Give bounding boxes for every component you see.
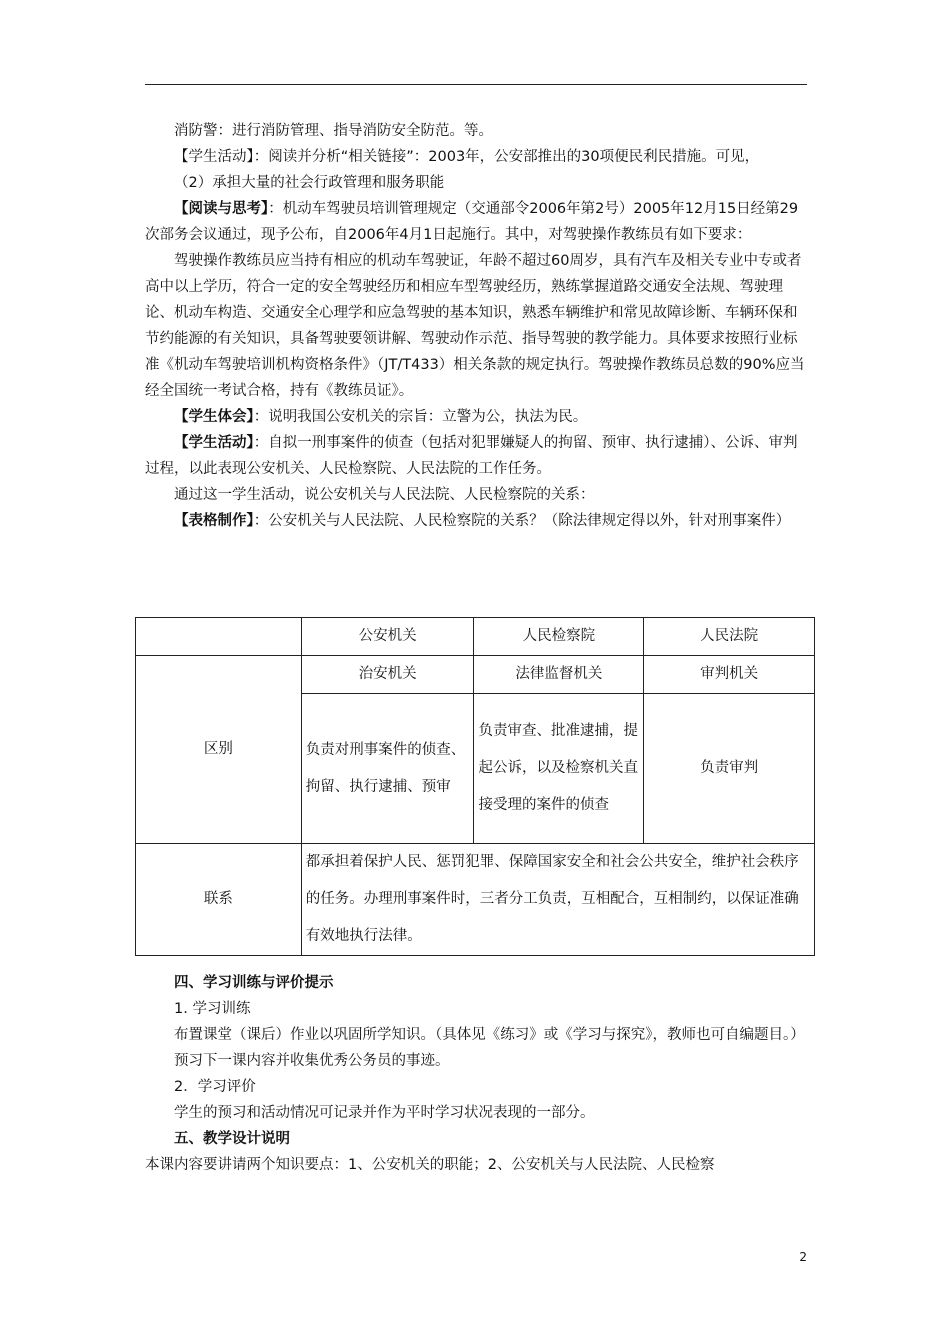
table-header-cell [136,618,302,656]
table-cell: 负责对刑事案件的侦查、拘留、执行逮捕、预审 [301,694,474,844]
label-student-experience: 【学生体会】 [174,409,254,425]
upper-text [145,118,807,534]
paragraph-fire-police: 消防警：进行消防管理、指导消防安全防范。等。 [174,123,493,139]
paragraph-relationship-intro: 通过这一学生活动，说公安机关与人民法院、人民检察院的关系： [174,487,595,503]
lower-text [145,970,807,1178]
table-header-cell: 人民法院 [644,618,815,656]
paragraph-design-notes: 本课内容要讲请两个知识要点：1、公安机关的职能；2、公安机关与人民法院、人民检察 [145,1157,715,1173]
table-cell: 负责审查、批准逮捕，提起公诉，以及检察机关直接受理的案件的侦查 [474,694,644,844]
subheading-learning-evaluation: 2．学习评价 [174,1079,256,1095]
header-rule [145,84,807,85]
label-table-making: 【表格制作】 [174,513,254,529]
paragraph-instructor-requirements: 驾驶操作教练员应当持有相应的机动车驾驶证，年龄不超过60周岁，具有汽车及相关专业中专或者高中以上学历，符合一定的安全驾驶经历和相应车型驾驶经历，熟练掌握道路交通安全法规、驾驶理论、机动车构造、交通安全心理学和应急驾驶的基本知识，熟悉车辆维护和常见故障诊断、车辆环保和节约能源的有关知识，具备驾驶要领讲解、驾驶动作示范、指导驾驶的教学能力。具体要求按照行业标准《机动车驾驶培训机构资格条件》（JT/T433）相关条款的规定执行。驾驶操作教练员总数的90%应当经全国统一考试合格，持有《教练员证》。 [145,253,805,399]
row-label-difference: 区别 [136,656,302,844]
table-cell: 法律监督机关 [474,656,644,694]
paragraph-table-making: 【表格制作】：公安机关与人民法院、人民检察院的关系？（除法律规定得以外，针对刑事案件） [174,513,791,529]
paragraph-student-experience: 【学生体会】：说明我国公安机关的宗旨：立警为公，执法为民。 [174,409,588,425]
table-header-row [136,618,815,656]
table-cell: 治安机关 [301,656,474,694]
label-read-think: 【阅读与思考】 [174,201,269,217]
page-number: 2 [799,1250,807,1264]
section-heading-4: 四、学习训练与评价提示 [174,975,334,991]
row-label-connection: 联系 [136,844,302,956]
paragraph-preview: 预习下一课内容并收集优秀公务员的事迹。 [174,1053,450,1069]
table-row [136,656,815,694]
paragraph-student-activity-1: 【学生活动】：阅读并分析“相关链接”：2003年，公安部推出的30项便民利民措施。可见， [174,149,760,165]
table-header-cell: 人民检察院 [474,618,644,656]
label-student-activity: 【学生活动】 [174,435,254,451]
table-cell: 审判机关 [644,656,815,694]
subheading-learning-training: 1. 学习训练 [174,1001,251,1017]
paragraph-student-activity-2: 【学生活动】：自拟一刑事案件的侦查（包括对犯罪嫌疑人的拘留、预审、执行逮捕）、公诉、审判过程，以此表现公安机关、人民检察院、人民法院的工作任务。 [145,435,798,477]
relationship-table [135,617,815,956]
table-header-cell: 公安机关 [301,618,474,656]
paragraph-read-think: 【阅读与思考】：机动车驾驶员培训管理规定（交通部令2006年第2号）2005年12月15日经第29次部务会议通过，现予公布，自2006年4月1日起施行。其中，对驾驶操作教练员有如下要求： [145,201,799,243]
paragraph-homework: 布置课堂（课后）作业以巩固所学知识。（具体见《练习》或《学习与探究》，教师也可自编题目。） [174,1027,805,1043]
section-heading-5: 五、教学设计说明 [174,1131,290,1147]
paragraph-subheading-2: （2）承担大量的社会行政管理和服务职能 [174,175,445,191]
table-cell-connection: 都承担着保护人民、惩罚犯罪、保障国家安全和社会公共安全，维护社会秩序的任务。办理刑事案件时，三者分工负责，互相配合，互相制约，以保证准确有效地执行法律。 [301,844,814,956]
table-row [136,844,815,956]
paragraph-evaluation: 学生的预习和活动情况可记录并作为平时学习状况表现的一部分。 [174,1105,595,1121]
table-cell: 负责审判 [644,694,815,844]
